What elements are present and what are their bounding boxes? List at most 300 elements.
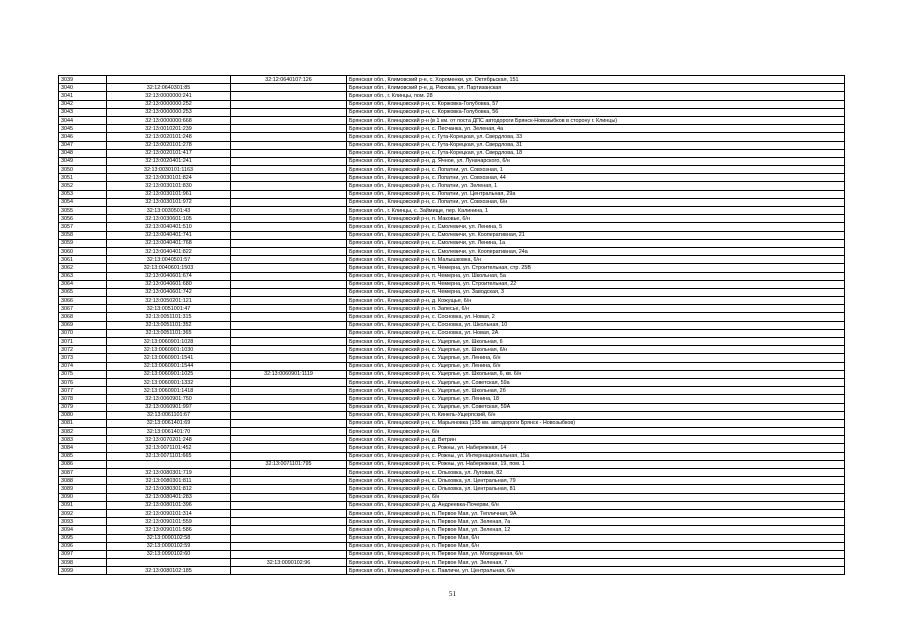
row-number-cell: 3046 <box>59 133 107 141</box>
row-number-cell: 3052 <box>59 182 107 190</box>
address-cell: Брянская обл., Клинцовский р-н, с. Ущерпье, ул. Ленина, 18 <box>347 395 845 403</box>
row-number-cell: 3077 <box>59 387 107 395</box>
row-number-cell: 3090 <box>59 493 107 501</box>
parcel-number-cell: 32:12:0640301:85 <box>107 84 231 92</box>
building-number-cell <box>231 395 347 403</box>
row-number-cell: 3074 <box>59 362 107 370</box>
table-row <box>59 272 845 280</box>
table-row <box>59 157 845 165</box>
address-cell: Брянская обл., Клинцовский р-н, с. Смолевичи, ул. Ленина, 5 <box>347 223 845 231</box>
row-number-cell: 3048 <box>59 149 107 157</box>
row-number-cell: 3079 <box>59 403 107 411</box>
row-number-cell: 3053 <box>59 190 107 198</box>
table-row <box>59 264 845 272</box>
building-number-cell <box>231 362 347 370</box>
table-row <box>59 207 845 215</box>
building-number-cell <box>231 469 347 477</box>
building-number-cell <box>231 313 347 321</box>
building-number-cell <box>231 403 347 411</box>
building-number-cell: 32:13:0060901:1119 <box>231 370 347 378</box>
row-number-cell: 3064 <box>59 280 107 288</box>
table-row <box>59 256 845 264</box>
table-row <box>59 280 845 288</box>
table-row <box>59 518 845 526</box>
row-number-cell: 3093 <box>59 518 107 526</box>
address-cell: Брянская обл., Клинцовский р-н, с. Рожны, ул. Набережная, 14 <box>347 444 845 452</box>
address-cell: Брянская обл., Клинцовский р-н, с. Лопатни, ул. Совхозная, 6/н <box>347 198 845 206</box>
parcel-number-cell: 32:13:0061401:69 <box>107 419 231 427</box>
row-number-cell: 3056 <box>59 215 107 223</box>
table-row <box>59 133 845 141</box>
address-cell: Брянская обл., Клинцовский р-н, п. Маковье, 6/н <box>347 215 845 223</box>
parcel-number-cell: 32:13:0040601:742 <box>107 288 231 296</box>
parcel-number-cell: 32:13:0060901:1332 <box>107 378 231 386</box>
parcel-number-cell: 32:13:0071101:665 <box>107 452 231 460</box>
building-number-cell <box>231 518 347 526</box>
parcel-number-cell: 32:13:0090102:59 <box>107 542 231 550</box>
table-row <box>59 370 845 378</box>
row-number-cell: 3096 <box>59 542 107 550</box>
parcel-number-cell: 32:13:0060901:750 <box>107 395 231 403</box>
building-number-cell <box>231 485 347 493</box>
row-number-cell: 3076 <box>59 378 107 386</box>
building-number-cell <box>231 493 347 501</box>
address-cell: Брянская обл., Клинцовский р-н, с. Гута-Корецкая, ул. Свердлова, 31 <box>347 141 845 149</box>
parcel-number-cell: 32:13:0030101:830 <box>107 182 231 190</box>
address-cell: Брянская обл., Клинцовский р-н, п. Запесье, 6/н <box>347 305 845 313</box>
building-number-cell <box>231 231 347 239</box>
building-number-cell <box>231 92 347 100</box>
building-number-cell <box>231 305 347 313</box>
row-number-cell: 3095 <box>59 534 107 542</box>
row-number-cell: 3086 <box>59 460 107 468</box>
parcel-number-cell: 32:13:0020101:248 <box>107 133 231 141</box>
building-number-cell <box>231 329 347 337</box>
table-row <box>59 231 845 239</box>
table-row <box>59 395 845 403</box>
parcel-number-cell: 32:13:0020401:241 <box>107 157 231 165</box>
building-number-cell <box>231 411 347 419</box>
building-number-cell <box>231 288 347 296</box>
parcel-number-cell: 32:13:0050201:121 <box>107 297 231 305</box>
parcel-number-cell: 32:13:0000000:668 <box>107 116 231 124</box>
building-number-cell <box>231 84 347 92</box>
address-cell: Брянская обл., Клинцовский р-н, с. Гута-Корецкая, ул. Свердлова, 33 <box>347 133 845 141</box>
parcel-number-cell: 32:13:0060901:1541 <box>107 354 231 362</box>
row-number-cell: 3061 <box>59 256 107 264</box>
address-cell: Брянская обл., Климовский р-н, с. Хороменки, ул. Октябрьская, 151 <box>347 76 845 84</box>
parcel-number-cell: 32:13:0080301:719 <box>107 469 231 477</box>
parcel-number-cell: 32:13:0030101:972 <box>107 198 231 206</box>
building-number-cell <box>231 534 347 542</box>
address-cell: Брянская обл., Клинцовский р-н, п. Первое Мая, 6/н <box>347 542 845 550</box>
building-number-cell <box>231 239 347 247</box>
parcel-number-cell: 32:13:0040601:1503 <box>107 264 231 272</box>
table-row <box>59 403 845 411</box>
address-cell: Брянская обл., Клинцовский р-н, д. Кожущье, 6/н <box>347 297 845 305</box>
address-cell: Брянская обл., Клинцовский р-н, с. Лопатни, ул. Зеленая, 1 <box>347 182 845 190</box>
row-number-cell: 3070 <box>59 329 107 337</box>
address-cell: Брянская обл., Клинцовский р-н, с. Ущерпье, ул. Школьная, 6, кв. 6/н <box>347 370 845 378</box>
address-cell: Брянская обл., Клинцовский р-н (в 1 км. от поста ДПС автодороги Брянск-Новозыбков в сторону г. Клинцы) <box>347 116 845 124</box>
building-number-cell <box>231 509 347 517</box>
address-cell: Брянская обл., Клинцовский р-н, с. Рожны, ул. Интернациональная, 15а <box>347 452 845 460</box>
parcel-number-cell: 32:13:0040501:57 <box>107 256 231 264</box>
row-number-cell: 3069 <box>59 321 107 329</box>
table-row <box>59 182 845 190</box>
building-number-cell: 32:12:0640107:126 <box>231 76 347 84</box>
table-row <box>59 362 845 370</box>
address-cell: Брянская обл., Клинцовский р-н, п. Первое Мая, ул. Зеленая, 7а <box>347 518 845 526</box>
row-number-cell: 3040 <box>59 84 107 92</box>
row-number-cell: 3051 <box>59 174 107 182</box>
address-cell: Брянская обл., Клинцовский р-н, с. Смолевичи, ул. Кооперативная, 24а <box>347 247 845 255</box>
row-number-cell: 3062 <box>59 264 107 272</box>
parcel-number-cell: 32:13:0080301:811 <box>107 477 231 485</box>
parcel-number-cell: 32:13:0060901:1030 <box>107 346 231 354</box>
building-number-cell <box>231 452 347 460</box>
row-number-cell: 3085 <box>59 452 107 460</box>
table-row <box>59 141 845 149</box>
address-cell: Брянская обл., Клинцовский р-н, с. Смолевичи, ул. Ленина, 1а <box>347 239 845 247</box>
table-row <box>59 108 845 116</box>
building-number-cell <box>231 387 347 395</box>
address-cell: Брянская обл., Клинцовский р-н, п. Первое Мая, 6/н <box>347 534 845 542</box>
address-cell: Брянская обл., Клинцовский р-н, с. Сосновка, ул. Школьная, 10 <box>347 321 845 329</box>
building-number-cell <box>231 133 347 141</box>
table-row <box>59 387 845 395</box>
address-cell: Брянская обл., Климовский р-н, д. Рюхова, ул. Партизанская <box>347 84 845 92</box>
building-number-cell <box>231 436 347 444</box>
row-number-cell: 3041 <box>59 92 107 100</box>
row-number-cell: 3082 <box>59 428 107 436</box>
address-cell: Брянская обл., Клинцовский р-н, п. Первое Мая, ул. Зеленая, 12 <box>347 526 845 534</box>
building-number-cell <box>231 157 347 165</box>
table-row <box>59 174 845 182</box>
address-cell: Брянская обл., Клинцовский р-н, 6/н <box>347 428 845 436</box>
building-number-cell <box>231 542 347 550</box>
table-row <box>59 116 845 124</box>
address-cell: Брянская обл., Клинцовский р-н, с. Лопатни, ул. Совхозная, 1 <box>347 166 845 174</box>
address-cell: Брянская обл., Клинцовский р-н, с. Ольховка, ул. Луговая, 82 <box>347 469 845 477</box>
address-cell: Брянская обл., Клинцовский р-н, с. Гута-Корецкая, ул. Свердлова, 18 <box>347 149 845 157</box>
row-number-cell: 3057 <box>59 223 107 231</box>
building-number-cell <box>231 428 347 436</box>
table-row <box>59 338 845 346</box>
building-number-cell <box>231 354 347 362</box>
building-number-cell <box>231 280 347 288</box>
address-cell: Брянская обл., Клинцовский р-н, 6/н <box>347 493 845 501</box>
address-cell: Брянская обл., Клинцовский р-н, п. Малышковка, 6/н <box>347 256 845 264</box>
address-cell: Брянская обл., Клинцовский р-н, с. Сосновка, ул. Новая, 2 <box>347 313 845 321</box>
address-cell: Брянская обл., Клинцовский р-н, п. Первое Мая, ул. Тепличная, 9А <box>347 509 845 517</box>
address-cell: Брянская обл., г. Клинцы, с. Займище, пер. Калинина, 1 <box>347 207 845 215</box>
table-row <box>59 297 845 305</box>
building-number-cell: 32:13:0090102:96 <box>231 559 347 567</box>
row-number-cell: 3065 <box>59 288 107 296</box>
parcel-number-cell: 32:13:0040601:680 <box>107 280 231 288</box>
table-row <box>59 354 845 362</box>
building-number-cell <box>231 190 347 198</box>
parcel-number-cell: 32:13:0071101:452 <box>107 444 231 452</box>
address-cell: Брянская обл., Клинцовский р-н, с. Сосновка, ул. Новая, 2А <box>347 329 845 337</box>
address-cell: Брянская обл., Клинцовский р-н, с. Ущерпье, ул. Школьная, 2б <box>347 387 845 395</box>
table-row <box>59 526 845 534</box>
table-row <box>59 321 845 329</box>
address-cell: Брянская обл., Клинцовский р-н, с. Коржовка-Голубовка, 57 <box>347 100 845 108</box>
parcel-number-cell: 32:13:0051101:315 <box>107 313 231 321</box>
parcel-number-cell: 32:13:0000000:253 <box>107 108 231 116</box>
parcel-number-cell: 32:13:0090102:58 <box>107 534 231 542</box>
row-number-cell: 3054 <box>59 198 107 206</box>
address-cell: Брянская обл., Клинцовский р-н, с. Марьяновка (155 км. автодороги Брянск - Новозыбков) <box>347 419 845 427</box>
building-number-cell <box>231 567 347 575</box>
row-number-cell: 3098 <box>59 559 107 567</box>
building-number-cell <box>231 526 347 534</box>
address-cell: Брянская обл., Клинцовский р-н, с. Коржовка-Голубовка, 56 <box>347 108 845 116</box>
row-number-cell: 3083 <box>59 436 107 444</box>
parcel-number-cell: 32:13:0090102:60 <box>107 550 231 558</box>
row-number-cell: 3099 <box>59 567 107 575</box>
parcel-number-cell: 32:13:0090101:314 <box>107 509 231 517</box>
parcel-number-cell: 32:13:0040401:768 <box>107 239 231 247</box>
table-row <box>59 567 845 575</box>
parcel-number-cell: 32:13:0090101:559 <box>107 518 231 526</box>
building-number-cell <box>231 149 347 157</box>
row-number-cell: 3060 <box>59 247 107 255</box>
parcel-number-cell: 32:13:0070201:248 <box>107 436 231 444</box>
table-row <box>59 550 845 558</box>
parcel-number-cell <box>107 76 231 84</box>
table-row <box>59 100 845 108</box>
table-row <box>59 166 845 174</box>
parcel-number-cell: 32:13:0020101:278 <box>107 141 231 149</box>
table-row <box>59 190 845 198</box>
parcel-number-cell <box>107 460 231 468</box>
parcel-number-cell: 32:13:0051101:352 <box>107 321 231 329</box>
building-number-cell <box>231 100 347 108</box>
row-number-cell: 3050 <box>59 166 107 174</box>
building-number-cell <box>231 419 347 427</box>
table-row <box>59 469 845 477</box>
table-row <box>59 452 845 460</box>
row-number-cell: 3097 <box>59 550 107 558</box>
parcel-number-cell: 32:13:0060901:997 <box>107 403 231 411</box>
building-number-cell <box>231 256 347 264</box>
building-number-cell <box>231 247 347 255</box>
row-number-cell: 3058 <box>59 231 107 239</box>
table-row <box>59 198 845 206</box>
parcel-number-cell: 32:13:0051001:47 <box>107 305 231 313</box>
table-row <box>59 239 845 247</box>
building-number-cell <box>231 338 347 346</box>
address-cell: Брянская обл., Клинцовский р-н, д. Ветрин <box>347 436 845 444</box>
building-number-cell <box>231 166 347 174</box>
address-cell: Брянская обл., Клинцовский р-н, с. Ущерпье, ул. Школьная, 6/н <box>347 346 845 354</box>
parcel-number-cell <box>107 559 231 567</box>
parcel-number-cell: 32:13:0030501:43 <box>107 207 231 215</box>
parcel-number-cell: 32:13:0030601:105 <box>107 215 231 223</box>
row-number-cell: 3059 <box>59 239 107 247</box>
building-number-cell <box>231 321 347 329</box>
row-number-cell: 3092 <box>59 509 107 517</box>
parcel-number-cell: 32:13:0060901:1418 <box>107 387 231 395</box>
building-number-cell <box>231 182 347 190</box>
parcel-number-cell: 32:13:0080301:812 <box>107 485 231 493</box>
building-number-cell <box>231 125 347 133</box>
registry-table <box>58 75 845 575</box>
parcel-number-cell: 32:13:0060901:1028 <box>107 338 231 346</box>
table-row <box>59 247 845 255</box>
row-number-cell: 3043 <box>59 108 107 116</box>
row-number-cell: 3044 <box>59 116 107 124</box>
building-number-cell: 32:13:0071101:795 <box>231 460 347 468</box>
table-row <box>59 436 845 444</box>
table-row <box>59 92 845 100</box>
building-number-cell <box>231 346 347 354</box>
address-cell: Брянская обл., Клинцовский р-н, д. Ячное, ул. Луначарского, 6/н <box>347 157 845 165</box>
building-number-cell <box>231 174 347 182</box>
parcel-number-cell: 32:13:0030101:961 <box>107 190 231 198</box>
row-number-cell: 3081 <box>59 419 107 427</box>
row-number-cell: 3039 <box>59 76 107 84</box>
building-number-cell <box>231 198 347 206</box>
building-number-cell <box>231 501 347 509</box>
table-row <box>59 411 845 419</box>
table-row <box>59 477 845 485</box>
table-row <box>59 509 845 517</box>
row-number-cell: 3063 <box>59 272 107 280</box>
table-row <box>59 76 845 84</box>
row-number-cell: 3078 <box>59 395 107 403</box>
building-number-cell <box>231 378 347 386</box>
registry-table-body <box>59 76 845 575</box>
table-row <box>59 346 845 354</box>
building-number-cell <box>231 141 347 149</box>
parcel-number-cell: 32:13:0020101:417 <box>107 149 231 157</box>
row-number-cell: 3091 <box>59 501 107 509</box>
table-row <box>59 542 845 550</box>
row-number-cell: 3075 <box>59 370 107 378</box>
row-number-cell: 3055 <box>59 207 107 215</box>
row-number-cell: 3066 <box>59 297 107 305</box>
parcel-number-cell: 32:13:0000000:252 <box>107 100 231 108</box>
address-cell: Брянская обл., Клинцовский р-н, с. Ольховка, ул. Центральная, 79 <box>347 477 845 485</box>
table-row <box>59 288 845 296</box>
parcel-number-cell: 32:13:0040401:741 <box>107 231 231 239</box>
building-number-cell <box>231 272 347 280</box>
building-number-cell <box>231 207 347 215</box>
parcel-number-cell: 32:13:0040401:510 <box>107 223 231 231</box>
table-row <box>59 559 845 567</box>
address-cell: Брянская обл., Клинцовский р-н, д. Андреевка-Почерви, 6/н <box>347 501 845 509</box>
address-cell: Брянская обл., Клинцовский р-н, с. Павличи, ул. Центральная, 6/н <box>347 567 845 575</box>
row-number-cell: 3072 <box>59 346 107 354</box>
table-row <box>59 125 845 133</box>
building-number-cell <box>231 264 347 272</box>
address-cell: Брянская обл., Клинцовский р-н, с. Ольховка, ул. Центральная, 81 <box>347 485 845 493</box>
parcel-number-cell: 32:13:0040601:674 <box>107 272 231 280</box>
address-cell: Брянская обл., Клинцовский р-н, с. Лопатни, ул. Совхозная, 44 <box>347 174 845 182</box>
address-cell: Брянская обл., Клинцовский р-н, с. Ущерпье, ул. Ленина, 6/н <box>347 362 845 370</box>
row-number-cell: 3073 <box>59 354 107 362</box>
parcel-number-cell: 32:13:0000000:241 <box>107 92 231 100</box>
table-row <box>59 428 845 436</box>
address-cell: Брянская обл., Клинцовский р-н, с. Лопатни, ул. Центральная, 29а <box>347 190 845 198</box>
parcel-number-cell: 32:13:0080101:396 <box>107 501 231 509</box>
building-number-cell <box>231 297 347 305</box>
table-row <box>59 460 845 468</box>
row-number-cell: 3087 <box>59 469 107 477</box>
address-cell: Брянская обл., Клинцовский р-н, п. Чемерна, ул. Строительная, стр. 25В <box>347 264 845 272</box>
building-number-cell <box>231 116 347 124</box>
parcel-number-cell: 32:13:0030101:824 <box>107 174 231 182</box>
table-row <box>59 329 845 337</box>
address-cell: Брянская обл., Клинцовский р-н, п. Первое Мая, ул. Зеленая, 7 <box>347 559 845 567</box>
row-number-cell: 3049 <box>59 157 107 165</box>
address-cell: Брянская обл., Клинцовский р-н, с. Песчанка, ул. Зеленая, 4а <box>347 125 845 133</box>
table-row <box>59 378 845 386</box>
parcel-number-cell: 32:13:0061401:70 <box>107 428 231 436</box>
row-number-cell: 3080 <box>59 411 107 419</box>
table-row <box>59 305 845 313</box>
table-row <box>59 419 845 427</box>
address-cell: Брянская обл., г. Клинцы, пом. 28 <box>347 92 845 100</box>
building-number-cell <box>231 550 347 558</box>
row-number-cell: 3045 <box>59 125 107 133</box>
row-number-cell: 3089 <box>59 485 107 493</box>
parcel-number-cell: 32:13:0061101:67 <box>107 411 231 419</box>
address-cell: Брянская обл., Клинцовский р-н, с. Рожны, ул. Набережная, 19, пом. 1 <box>347 460 845 468</box>
building-number-cell <box>231 215 347 223</box>
address-cell: Брянская обл., Клинцовский р-н, с. Смолевичи, ул. Кооперативная, 21 <box>347 231 845 239</box>
table-row <box>59 149 845 157</box>
parcel-number-cell: 32:13:0040401:822 <box>107 247 231 255</box>
address-cell: Брянская обл., Клинцовский р-н, с. Ущерпье, ул. Советская, 59А <box>347 403 845 411</box>
row-number-cell: 3068 <box>59 313 107 321</box>
building-number-cell <box>231 223 347 231</box>
address-cell: Брянская обл., Клинцовский р-н, с. Ущерпье, ул. Ленина, 6/н <box>347 354 845 362</box>
building-number-cell <box>231 108 347 116</box>
table-row <box>59 501 845 509</box>
table-row <box>59 444 845 452</box>
parcel-number-cell: 32:13:0080401:283 <box>107 493 231 501</box>
parcel-number-cell: 32:13:0010201:239 <box>107 125 231 133</box>
parcel-number-cell: 32:13:0060901:1025 <box>107 370 231 378</box>
address-cell: Брянская обл., Клинцовский р-н, п. Чемерна, ул. Школьная, 5а <box>347 272 845 280</box>
row-number-cell: 3094 <box>59 526 107 534</box>
parcel-number-cell: 32:13:0090101:586 <box>107 526 231 534</box>
row-number-cell: 3084 <box>59 444 107 452</box>
parcel-number-cell: 32:13:0051101:365 <box>107 329 231 337</box>
address-cell: Брянская обл., Клинцовский р-н, с. Ущерпье, ул. Советская, 59а <box>347 378 845 386</box>
page-number: 51 <box>449 590 456 598</box>
row-number-cell: 3088 <box>59 477 107 485</box>
parcel-number-cell: 32:13:0080102:185 <box>107 567 231 575</box>
address-cell: Брянская обл., Клинцовский р-н, п. Кинель-Ущерпский, 6/н <box>347 411 845 419</box>
address-cell: Брянская обл., Клинцовский р-н, п. Чемерна, ул. Заводская, 3 <box>347 288 845 296</box>
table-row <box>59 485 845 493</box>
address-cell: Брянская обл., Клинцовский р-н, п. Первое Мая, ул. Молодежная, 6/н <box>347 550 845 558</box>
address-cell: Брянская обл., Клинцовский р-н, п. Чемерна, ул. Строительная, 22 <box>347 280 845 288</box>
building-number-cell <box>231 444 347 452</box>
row-number-cell: 3067 <box>59 305 107 313</box>
table-row <box>59 215 845 223</box>
table-row <box>59 313 845 321</box>
row-number-cell: 3047 <box>59 141 107 149</box>
row-number-cell: 3071 <box>59 338 107 346</box>
building-number-cell <box>231 477 347 485</box>
